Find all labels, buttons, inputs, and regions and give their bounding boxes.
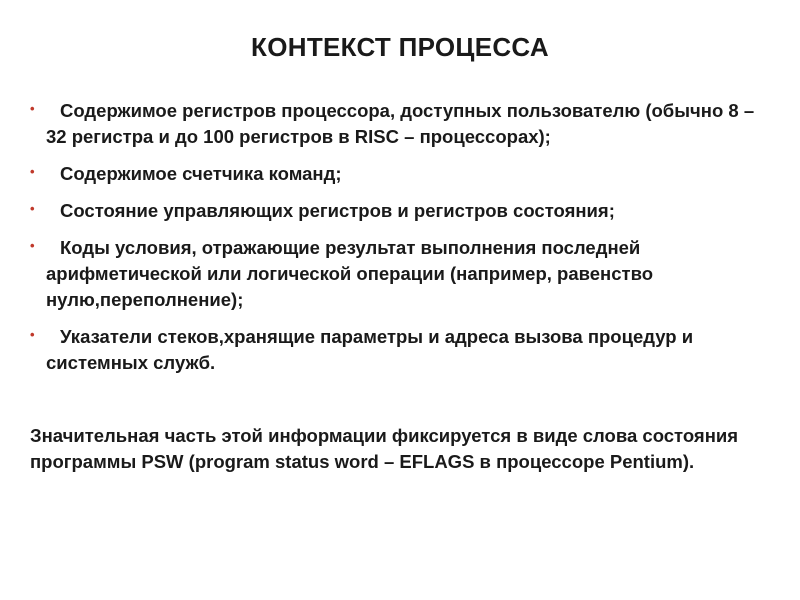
bullet-icon: • [30, 101, 35, 116]
list-item [30, 198, 770, 224]
bullet-list [30, 98, 770, 387]
list-item [30, 98, 770, 150]
bullet-text: Содержимое регистров процессора, доступных пользователю (обычно 8 – 32 регистра и до 100 регистров в RISC – процессорах); [46, 100, 755, 147]
bullet-icon: • [30, 201, 35, 216]
list-item [30, 161, 770, 187]
bullet-text: Коды условия, отражающие результат выполнения последней арифметической или логической операции (например, равенство нулю,переполнение); [46, 237, 653, 310]
bullet-icon: • [30, 327, 35, 342]
list-item [30, 235, 770, 313]
bullet-text: Состояние управляющих регистров и регистров состояния; [60, 200, 615, 221]
bullet-icon: • [30, 164, 35, 179]
bullet-text: Указатели стеков,хранящие параметры и адреса вызова процедур и системных служб. [46, 326, 694, 373]
bullet-text: Содержимое счетчика команд; [60, 163, 342, 184]
list-item [30, 324, 770, 376]
bullet-icon: • [30, 238, 35, 253]
slide-title: КОНТЕКСТ ПРОЦЕССА [251, 32, 549, 62]
summary-paragraph: Значительная часть этой информации фиксируется в виде слова состояния программы PSW (program status word – EFLAGS в процессоре Pentium). [30, 425, 739, 472]
